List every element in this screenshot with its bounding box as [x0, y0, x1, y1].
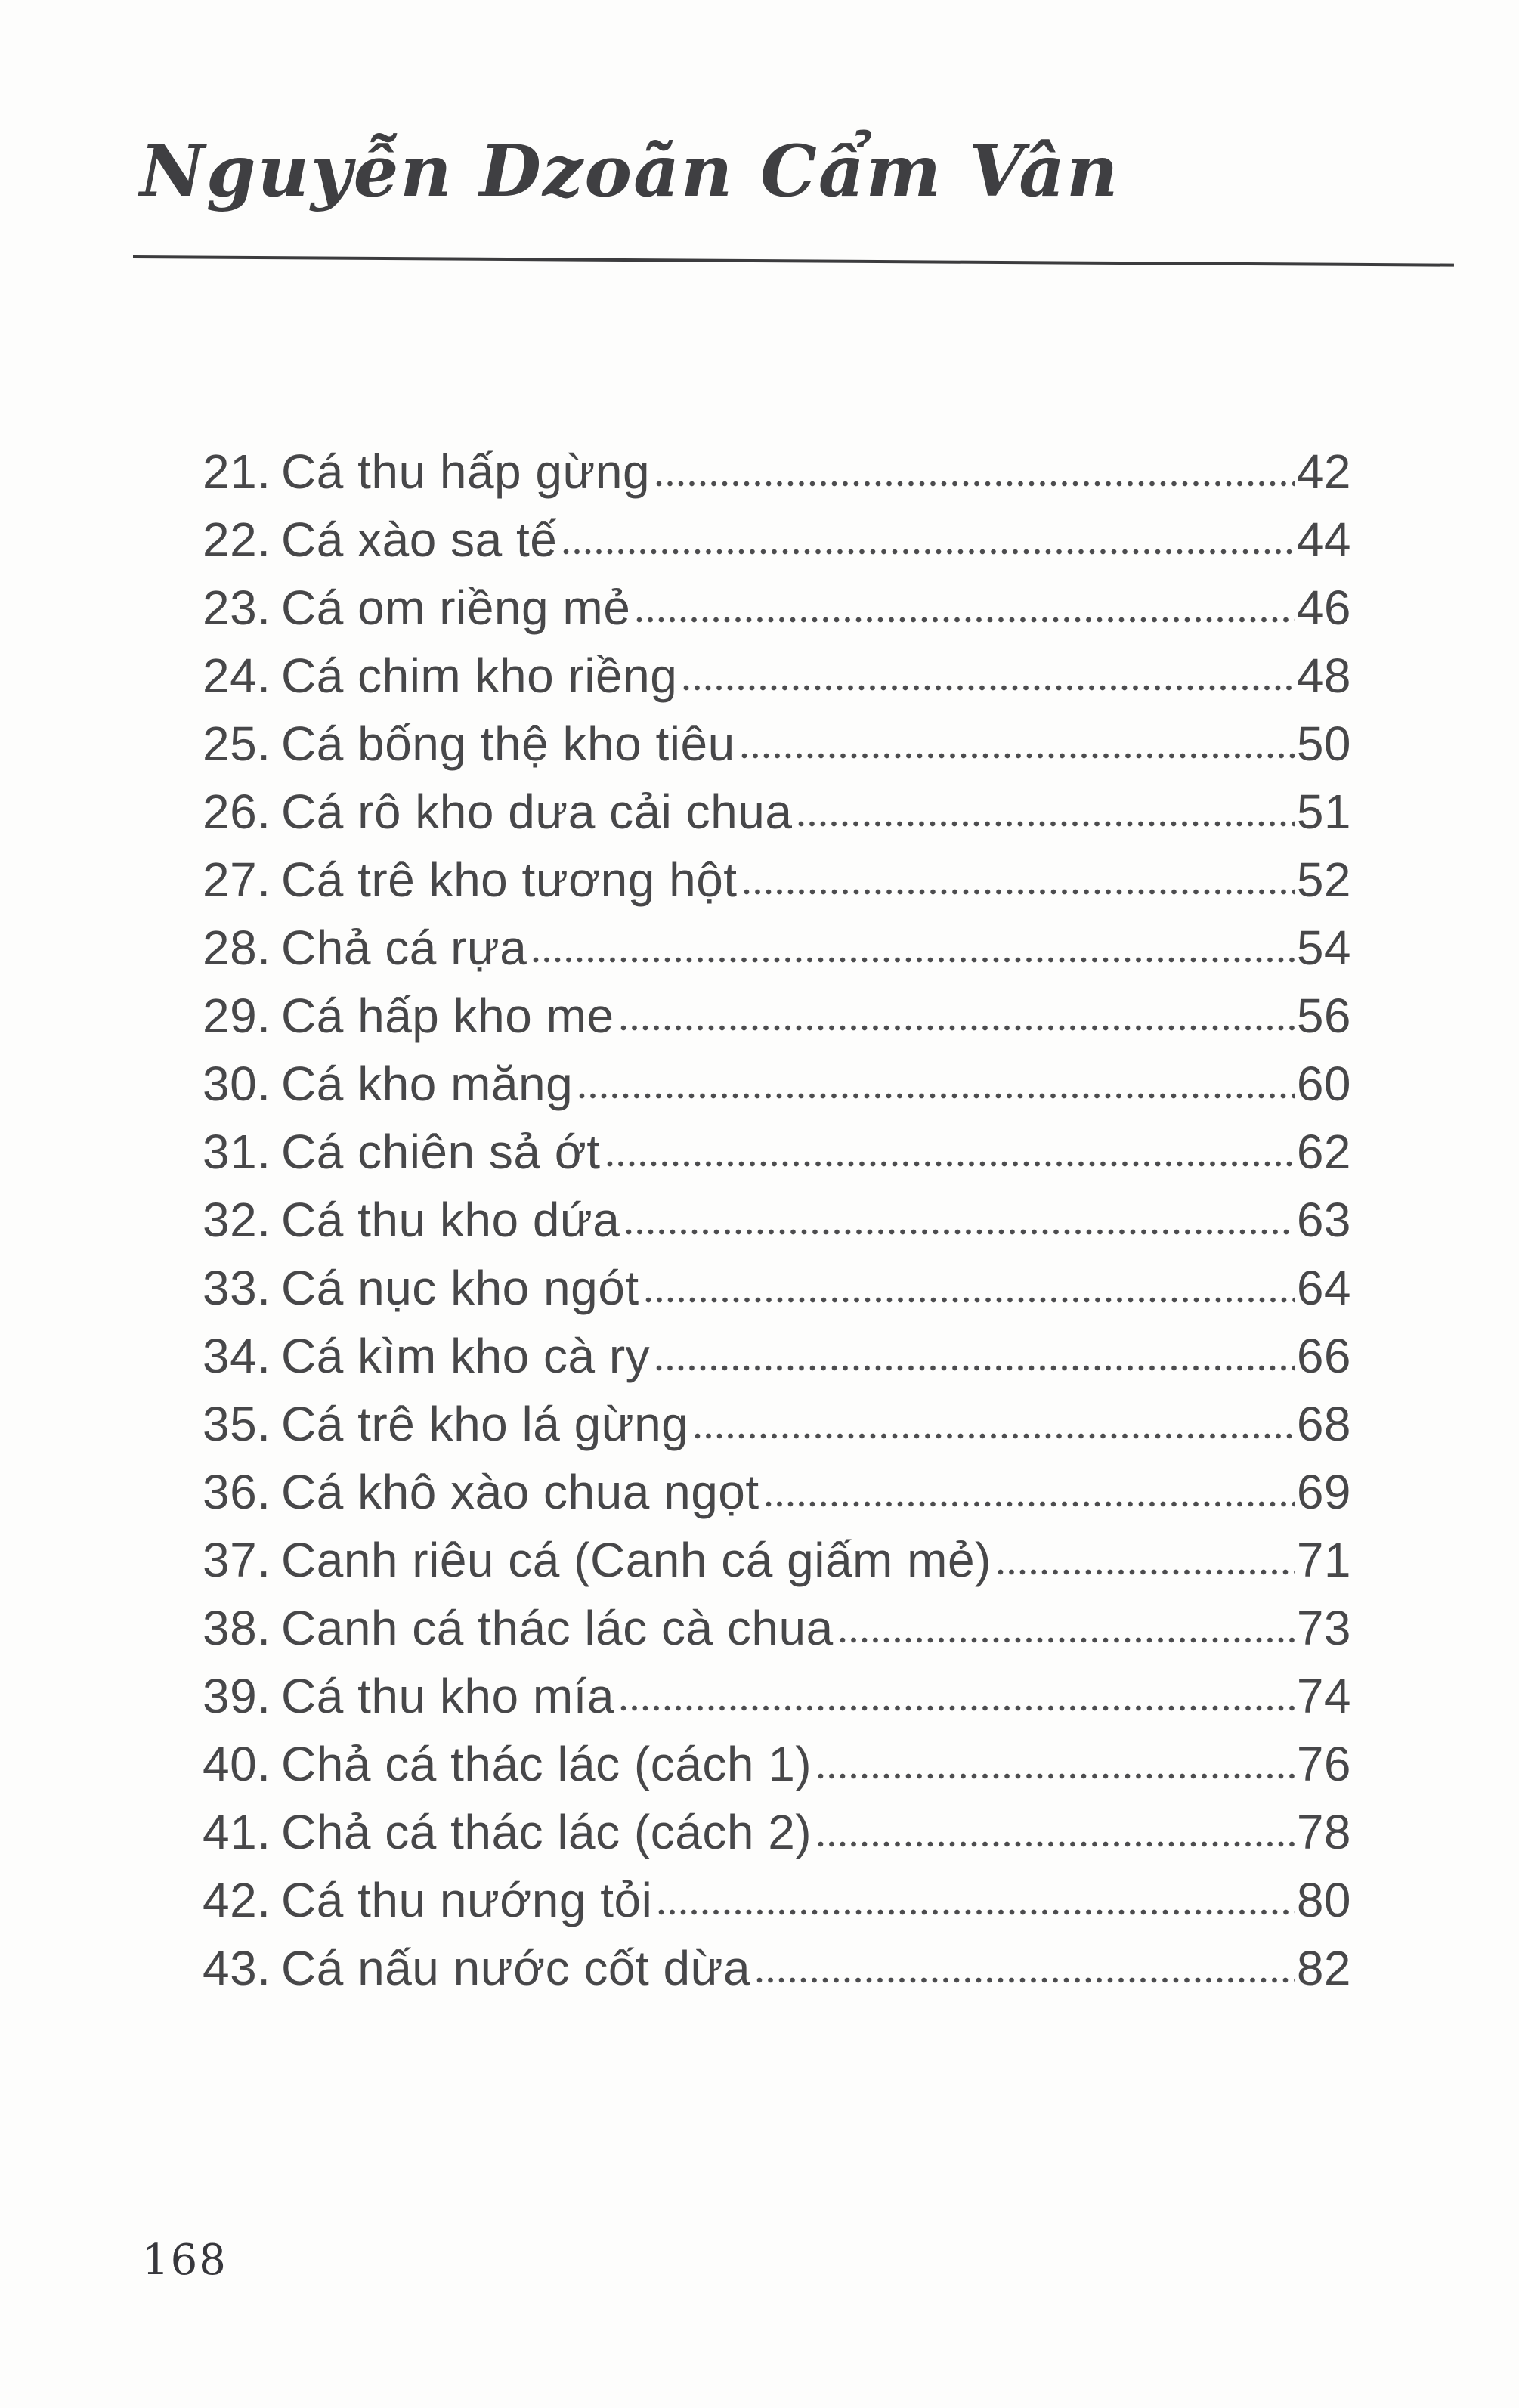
dot-leader	[636, 616, 1295, 624]
toc-row	[203, 1108, 1351, 1179]
toc-entry-number: 35.	[203, 1397, 271, 1451]
toc-entry-title: Chả cá thác lác (cách 2)	[281, 1805, 812, 1859]
toc-entry-page-number: 46	[1296, 580, 1351, 635]
toc-entry-number: 43.	[203, 1941, 271, 1995]
dot-leader	[682, 684, 1295, 692]
toc-entry-number: 41.	[203, 1805, 271, 1859]
toc-entry-number: 32.	[203, 1193, 271, 1247]
dot-leader	[797, 820, 1295, 828]
toc-entry-number: 38.	[203, 1601, 271, 1655]
toc-row	[203, 1312, 1351, 1383]
toc-row	[203, 700, 1351, 771]
dot-leader	[756, 1976, 1295, 1984]
author-name-header: Nguyễn Dzoãn Cẩm Vân	[140, 130, 1120, 213]
toc-entry-title: Canh cá thác lác cà chua	[281, 1601, 834, 1655]
toc-row	[203, 428, 1351, 499]
header-divider-rule	[133, 255, 1454, 267]
toc-row	[203, 1176, 1351, 1247]
toc-row	[203, 1720, 1351, 1791]
toc-row	[203, 836, 1351, 907]
toc-entry-number: 25.	[203, 717, 271, 771]
toc-entry-title: Canh riêu cá (Canh cá giấm mẻ)	[281, 1533, 992, 1587]
toc-entry-title: Cá thu hấp gừng	[281, 444, 651, 499]
dot-leader	[655, 480, 1295, 487]
toc-entry-number: 40.	[203, 1737, 271, 1791]
toc-entry-page-number: 51	[1296, 785, 1351, 839]
dot-leader	[655, 1364, 1295, 1372]
toc-entry-number: 33.	[203, 1261, 271, 1315]
toc-row	[203, 972, 1351, 1043]
toc-entry-title: Cá thu kho mía	[281, 1669, 614, 1723]
toc-entry-number: 31.	[203, 1125, 271, 1179]
toc-row	[203, 1584, 1351, 1655]
toc-row	[203, 1924, 1351, 1995]
toc-entry-title: Cá kho măng	[281, 1057, 574, 1111]
toc-entry-page-number: 73	[1296, 1601, 1351, 1655]
toc-entry-number: 29.	[203, 989, 271, 1043]
dot-leader	[839, 1636, 1295, 1644]
dot-leader	[620, 1704, 1295, 1712]
toc-row	[203, 1040, 1351, 1111]
dot-leader	[532, 956, 1295, 964]
toc-entry-number: 34.	[203, 1329, 271, 1383]
toc-entry-page-number: 64	[1296, 1261, 1351, 1315]
toc-entry-title: Cá trê kho tương hột	[281, 853, 738, 907]
toc-entry-page-number: 80	[1296, 1873, 1351, 1927]
toc-row	[203, 1788, 1351, 1859]
toc-entry-title: Cá xào sa tế	[281, 512, 558, 567]
dot-leader	[625, 1228, 1295, 1236]
toc-entry-number: 21.	[203, 444, 271, 499]
toc-entry-title: Cá bống thệ kho tiêu	[281, 717, 735, 771]
toc-entry-title: Chả cá rựa	[281, 921, 527, 975]
toc-row	[203, 1516, 1351, 1587]
toc-entry-number: 23.	[203, 580, 271, 635]
toc-entry-page-number: 78	[1296, 1805, 1351, 1859]
toc-entry-page-number: 50	[1296, 717, 1351, 771]
toc-entry-title: Cá nấu nước cốt dừa	[281, 1941, 751, 1995]
toc-row	[203, 1380, 1351, 1451]
toc-entry-page-number: 54	[1296, 921, 1351, 975]
toc-entry-title: Cá rô kho dưa cải chua	[281, 785, 793, 839]
dot-leader	[657, 1908, 1295, 1916]
toc-entry-number: 37.	[203, 1533, 271, 1587]
toc-entry-number: 30.	[203, 1057, 271, 1111]
toc-entry-page-number: 52	[1296, 853, 1351, 907]
dot-leader	[741, 752, 1295, 760]
dot-leader	[817, 1772, 1295, 1780]
toc-entry-number: 24.	[203, 648, 271, 703]
toc-entry-title: Cá nục kho ngót	[281, 1261, 639, 1315]
dot-leader	[765, 1500, 1295, 1508]
toc-row	[203, 1856, 1351, 1927]
toc-entry-page-number: 63	[1296, 1193, 1351, 1247]
toc-entry-title: Cá trê kho lá gừng	[281, 1397, 689, 1451]
toc-entry-page-number: 76	[1296, 1737, 1351, 1791]
toc-entry-title: Chả cá thác lác (cách 1)	[281, 1737, 812, 1791]
dot-leader	[997, 1568, 1295, 1576]
table-of-contents	[203, 428, 1351, 1995]
toc-entry-title: Cá thu kho dứa	[281, 1193, 620, 1247]
toc-entry-number: 28.	[203, 921, 271, 975]
toc-entry-number: 26.	[203, 785, 271, 839]
dot-leader	[562, 548, 1295, 556]
toc-row	[203, 904, 1351, 975]
page-number: 168	[142, 2236, 227, 2285]
toc-entry-page-number: 74	[1296, 1669, 1351, 1723]
toc-entry-page-number: 66	[1296, 1329, 1351, 1383]
toc-entry-page-number: 68	[1296, 1397, 1351, 1451]
toc-entry-title: Cá hấp kho me	[281, 989, 614, 1043]
toc-row	[203, 1448, 1351, 1519]
dot-leader	[694, 1432, 1295, 1440]
toc-entry-page-number: 62	[1296, 1125, 1351, 1179]
toc-entry-title: Cá kìm kho cà ry	[281, 1329, 651, 1383]
toc-entry-page-number: 71	[1296, 1533, 1351, 1587]
toc-row	[203, 496, 1351, 567]
toc-row	[203, 564, 1351, 635]
toc-entry-number: 27.	[203, 853, 271, 907]
toc-entry-title: Cá chim kho riềng	[281, 648, 678, 703]
dot-leader	[817, 1840, 1295, 1848]
toc-entry-number: 22.	[203, 512, 271, 567]
toc-entry-title: Cá om riềng mẻ	[281, 580, 631, 635]
toc-entry-page-number: 48	[1296, 648, 1351, 703]
toc-row	[203, 1652, 1351, 1723]
dot-leader	[606, 1160, 1295, 1168]
toc-entry-page-number: 42	[1296, 444, 1351, 499]
toc-entry-number: 42.	[203, 1873, 271, 1927]
toc-entry-page-number: 69	[1296, 1465, 1351, 1519]
toc-entry-page-number: 60	[1296, 1057, 1351, 1111]
toc-row	[203, 768, 1351, 839]
toc-entry-title: Cá khô xào chua ngọt	[281, 1465, 760, 1519]
toc-entry-number: 39.	[203, 1669, 271, 1723]
toc-entry-page-number: 56	[1296, 989, 1351, 1043]
toc-entry-page-number: 44	[1296, 512, 1351, 567]
toc-row	[203, 1244, 1351, 1315]
dot-leader	[578, 1092, 1295, 1100]
toc-entry-page-number: 82	[1296, 1941, 1351, 1995]
dot-leader	[743, 888, 1295, 896]
dot-leader	[645, 1296, 1295, 1304]
toc-row	[203, 632, 1351, 703]
toc-entry-number: 36.	[203, 1465, 271, 1519]
dot-leader	[620, 1024, 1295, 1032]
toc-entry-title: Cá thu nướng tỏi	[281, 1873, 653, 1927]
toc-entry-title: Cá chiên sả ớt	[281, 1125, 601, 1179]
